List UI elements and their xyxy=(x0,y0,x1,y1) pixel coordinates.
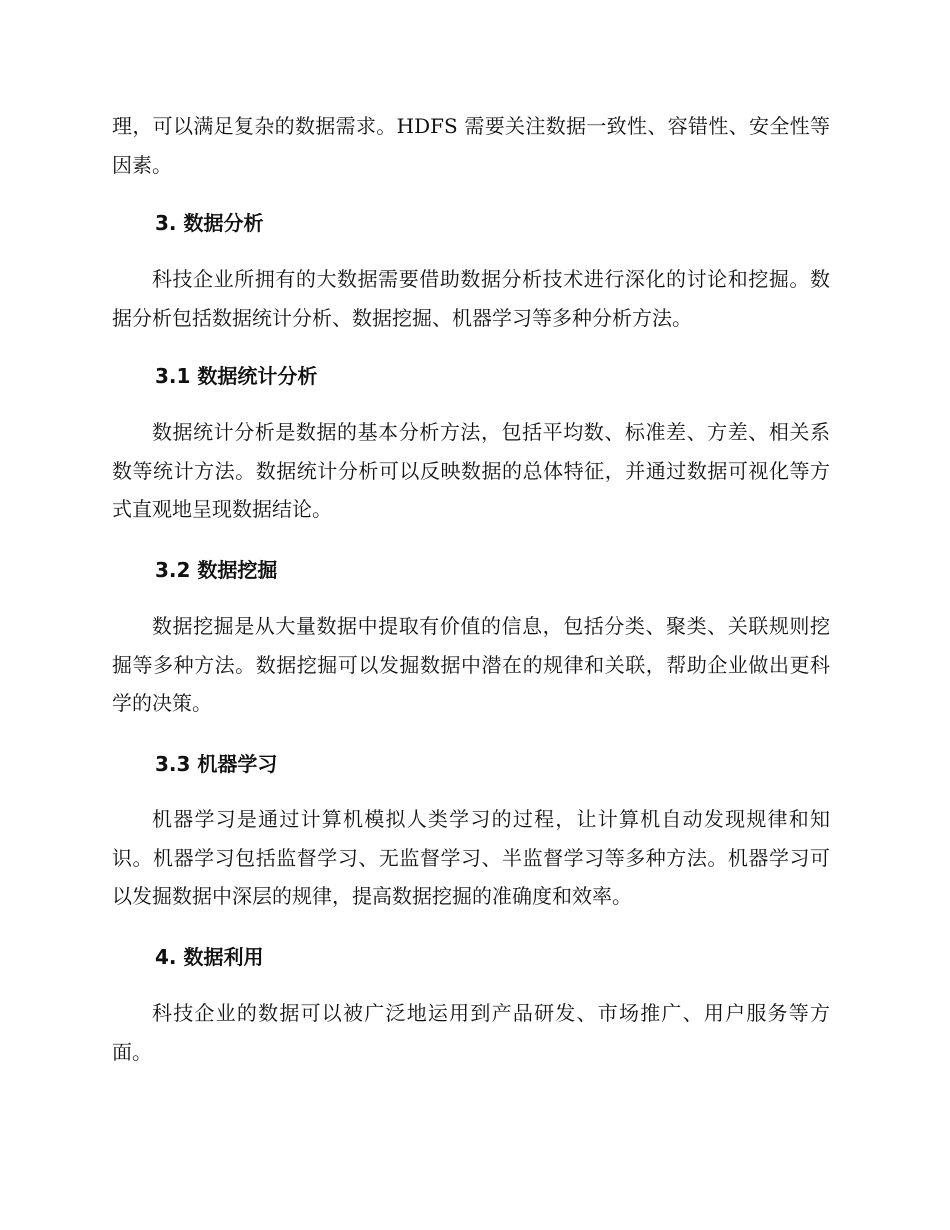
heading-section-3-1 xyxy=(112,361,830,391)
paragraph-text: 科技企业所拥有的大数据需要借助数据分析技术进行深化的讨论和挖掘。数据分析包括数据统计分析、数据挖掘、机器学习等多种分析方法。 xyxy=(112,267,830,330)
section-heading: 3. 数据分析 xyxy=(155,211,264,235)
subsection-heading: 3.1 数据统计分析 xyxy=(155,364,318,388)
paragraph-text: 数据统计分析是数据的基本分析方法，包括平均数、标准差、方差、相关系数等统计方法。数据统计分析可以反映数据的总体特征，并通过数据可视化等方式直观地呈现数据结论。 xyxy=(112,420,830,521)
paragraph-section-3-3 xyxy=(112,800,830,916)
paragraph-text: 机器学习是通过计算机模拟人类学习的过程，让计算机自动发现规律和知识。机器学习包括监督学习、无监督学习、半监督学习等多种方法。机器学习可以发掘数据中深层的规律，提高数据挖掘的准确度和效率。 xyxy=(112,807,830,908)
paragraph-section-3-2 xyxy=(112,607,830,723)
heading-section-3-3 xyxy=(112,749,830,779)
paragraph-section-3 xyxy=(112,260,830,337)
section-heading: 4. 数据利用 xyxy=(155,945,264,969)
paragraph-text: 科技企业的数据可以被广泛地运用到产品研发、市场推广、用户服务等方面。 xyxy=(112,1001,830,1064)
paragraph-section-3-1 xyxy=(112,413,830,529)
subsection-heading: 3.2 数据挖掘 xyxy=(155,558,278,582)
paragraph-section-4 xyxy=(112,994,830,1071)
paragraph-hdfs-continuation xyxy=(112,107,830,184)
heading-section-3-2 xyxy=(112,555,830,585)
heading-section-4 xyxy=(112,942,830,972)
subsection-heading: 3.3 机器学习 xyxy=(155,752,278,776)
heading-section-3 xyxy=(112,208,830,238)
paragraph-text: 数据挖掘是从大量数据中提取有价值的信息，包括分类、聚类、关联规则挖掘等多种方法。数据挖掘可以发掘数据中潜在的规律和关联，帮助企业做出更科学的决策。 xyxy=(112,614,830,715)
paragraph-text: 理，可以满足复杂的数据需求。HDFS 需要关注数据一致性、容错性、安全性等因素。 xyxy=(112,114,830,177)
